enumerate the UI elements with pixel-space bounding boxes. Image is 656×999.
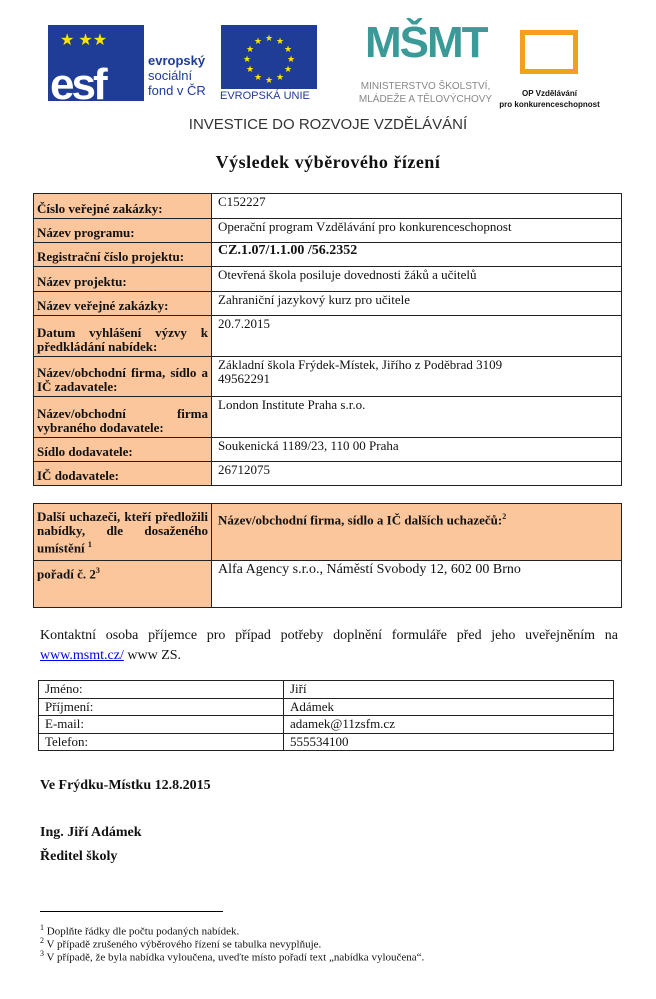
footnote-divider — [40, 911, 223, 912]
row-value: Jiří — [284, 681, 614, 699]
table-row — [39, 733, 614, 751]
msmt-logo-text: MINISTERSTVO ŠKOLSTVÍ, MLÁDEŽE A TĚLOVÝCHOVY — [358, 81, 493, 105]
header-logos — [0, 0, 656, 140]
row-label: Příjmení: — [39, 698, 284, 716]
footnote: $^3$ V případě, že byla nabídka vyloučena, uveďte místo pořadí text „nabídka vyloučena“. — [40, 949, 425, 964]
table-row — [34, 316, 622, 357]
row-label: Název projektu: — [34, 267, 212, 292]
tagline: INVESTICE DO ROZVOJE VZDĚLÁVÁNÍ — [188, 116, 468, 133]
svg-text:★: ★ — [286, 54, 296, 64]
svg-text:★: ★ — [283, 44, 293, 54]
table-row — [34, 438, 622, 462]
svg-text:★: ★ — [242, 54, 252, 64]
row-value: 26712075 — [212, 462, 622, 486]
svg-text:★: ★ — [275, 36, 285, 46]
svg-text:★: ★ — [253, 72, 263, 82]
msmt-logo-mark: MŠMT — [365, 18, 487, 67]
op-logo-text: OP Vzdělávání pro konkurenceschopnost — [499, 89, 600, 109]
row-label: IČ dodavatele: — [34, 462, 212, 486]
table-row — [34, 561, 622, 608]
op-logo — [520, 30, 578, 74]
row-value: Otevřená škola posiluje dovednosti žáků a učitelů — [212, 267, 622, 292]
esf-logo-mark: esf — [50, 60, 105, 109]
esf-logo-text: evropský sociální fond v ČR — [148, 53, 206, 98]
row-label: Datum vyhlášení výzvy k předkládání nabídek: — [34, 316, 212, 357]
table-row — [34, 357, 622, 397]
svg-text:★: ★ — [283, 64, 293, 74]
row-value: CZ.1.07/1.1.00 /56.2352 — [212, 243, 622, 267]
eu-logo-text: EVROPSKÁ UNIE — [220, 90, 310, 102]
bidders-header-label: Další uchazeči, kteří předložili nabídky, dle dosaženého umístění $^1$ — [34, 504, 212, 561]
msmt-link[interactable]: www.msmt.cz/ — [40, 648, 124, 663]
row-value: Adámek — [284, 698, 614, 716]
footnote: $^1$ Doplňte řádky dle počtu podaných nabídek. — [40, 923, 240, 938]
signatory-name: Ing. Jiří Adámek — [40, 825, 142, 840]
eu-stars-icon — [221, 25, 317, 89]
row-label: Číslo veřejné zakázky: — [34, 194, 212, 219]
svg-text:★: ★ — [245, 64, 255, 74]
table-row — [39, 681, 614, 699]
contact-note: Kontaktní osoba příjemce pro případ potřeby doplnění formuláře před jeho uveřejněním na www.msmt.cz/ www ZS. — [40, 628, 618, 663]
svg-text:★: ★ — [264, 33, 274, 43]
row-label: Název/obchodní firma, sídlo a IČ zadavatele: — [34, 357, 212, 397]
row-value: Základní škola Frýdek-Místek, Jiřího z Poděbrad 3109 49562291 — [212, 357, 622, 397]
row-value: adamek@11zsfm.cz — [284, 716, 614, 734]
row-value: 555534100 — [284, 733, 614, 751]
signatory-role: Ředitel školy — [40, 849, 118, 864]
table-row — [34, 219, 622, 243]
svg-text:★: ★ — [264, 75, 274, 85]
svg-text:★: ★ — [245, 44, 255, 54]
table-header-row — [34, 504, 622, 561]
place-date: Ve Frýdku-Místku 12.8.2015 — [40, 778, 211, 793]
page-title: Výsledek výběrového řízení — [215, 152, 441, 172]
row-value: Zahraniční jazykový kurz pro učitele — [212, 292, 622, 316]
row-label: Telefon: — [39, 733, 284, 751]
row-label: Registrační číslo projektu: — [34, 243, 212, 267]
table-row — [39, 716, 614, 734]
row-value: Soukenická 1189/23, 110 00 Praha — [212, 438, 622, 462]
table-row — [34, 397, 622, 438]
row-label: Jméno: — [39, 681, 284, 699]
contract-info-table — [33, 193, 622, 486]
row-value: London Institute Praha s.r.o. — [212, 397, 622, 438]
row-label: Sídlo dodavatele: — [34, 438, 212, 462]
row-label: Název programu: — [34, 219, 212, 243]
row-value: Operační program Vzdělávání pro konkurenceschopnost — [212, 219, 622, 243]
table-row — [34, 462, 622, 486]
bidder-name: Alfa Agency s.r.o., Náměstí Svobody 12, 602 00 Brno — [212, 561, 622, 608]
bidders-header-value: Název/obchodní firma, sídlo a IČ dalších uchazečů:$^2$ — [212, 504, 622, 561]
row-label: Název veřejné zakázky: — [34, 292, 212, 316]
table-row — [34, 194, 622, 219]
other-bidders-table — [33, 503, 622, 608]
star-icon: ★ ★★ — [60, 32, 108, 49]
table-row — [34, 243, 622, 267]
svg-text:★: ★ — [253, 36, 263, 46]
table-row — [39, 698, 614, 716]
table-row — [34, 267, 622, 292]
eu-flag-logo — [221, 25, 317, 89]
row-label: Název/obchodní firma vybraného dodavatele: — [34, 397, 212, 438]
table-row — [34, 292, 622, 316]
contact-table — [38, 680, 614, 751]
svg-text:★: ★ — [275, 72, 285, 82]
footnote: $^2$ V případě zrušeného výběrového řízení se tabulka nevyplňuje. — [40, 936, 322, 951]
row-value: 20.7.2015 — [212, 316, 622, 357]
row-value: C152227 — [212, 194, 622, 219]
row-label: E-mail: — [39, 716, 284, 734]
bidder-rank: pořadí č. $2^3$ — [34, 561, 212, 608]
